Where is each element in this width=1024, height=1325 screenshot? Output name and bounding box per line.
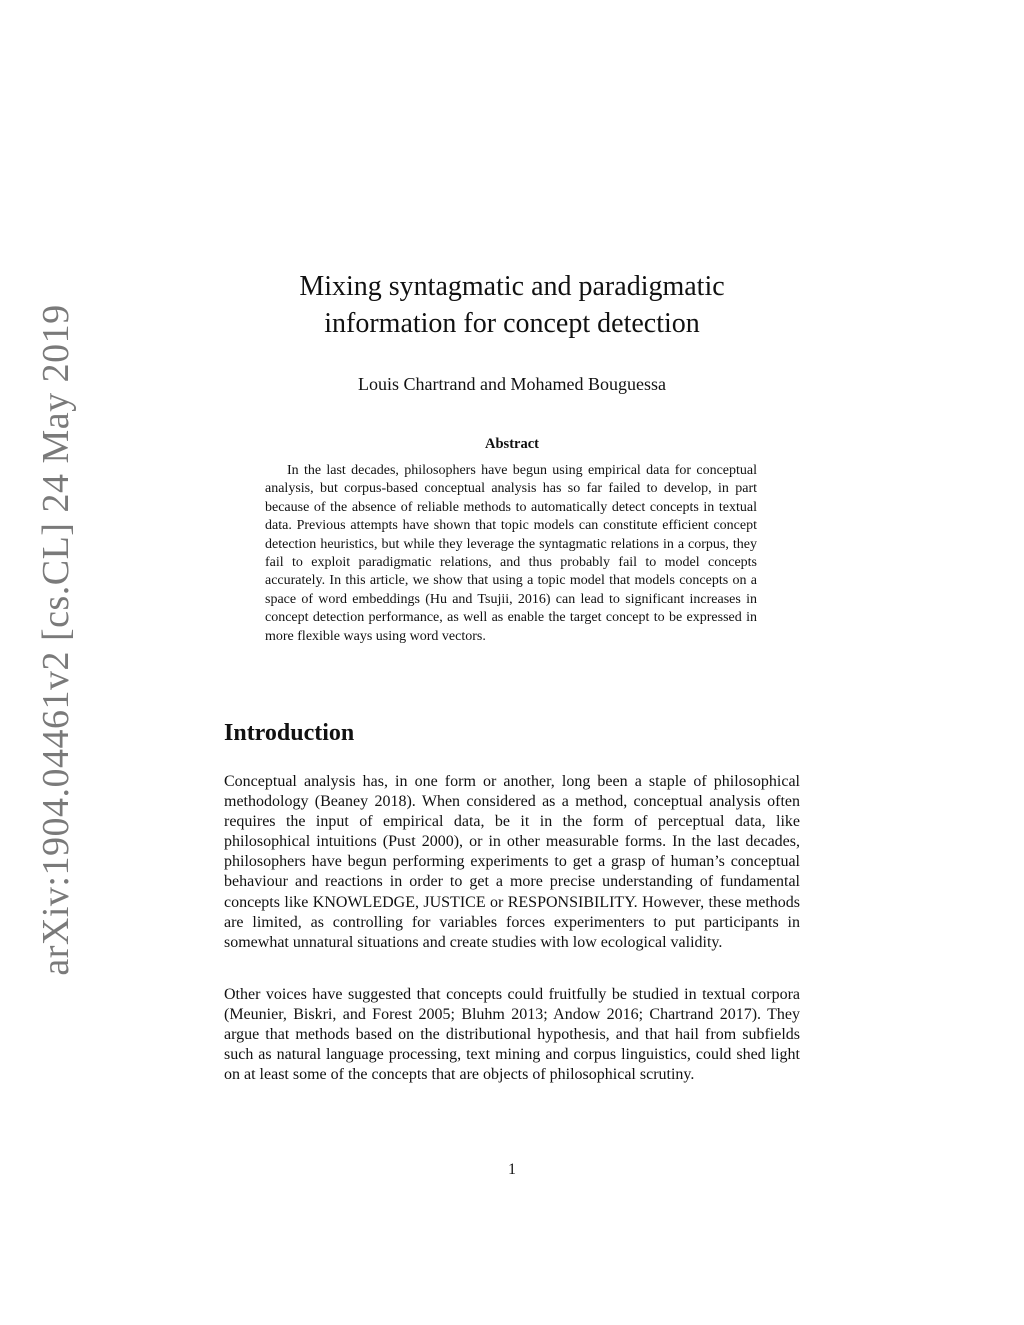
paper-title-line-2: information for concept detection: [324, 308, 700, 339]
paper-title: [212, 268, 812, 342]
paper-authors: Louis Chartrand and Mohamed Bouguessa: [358, 374, 666, 394]
abstract-body: In the last decades, philosophers have begun using empirical data for conceptual analysis, but corpus-based conceptual analysis has so far failed to develop, in part because of the absence of reliable methods to automatically detect concepts in textual data. Previous attempts have shown that topic models can constitute efficient concept detection heuristics, but while they leverage the syntagmatic relations in a corpus, they fail to exploit paradigmatic relations, and thus probably fail to model concepts accurately. In this article, we show that using a topic model that models concepts on a space of word embeddings (Hu and Tsujii, 2016) can lead to significant increases in concept detection performance, as well as enable the target concept to be expressed in more flexible ways using word vectors.: [265, 463, 757, 644]
section-heading-introduction: Introduction: [224, 720, 355, 746]
arxiv-identifier-stamp: arXiv:1904.04461v2 [cs.CL] 24 May 2019: [35, 304, 77, 976]
introduction-paragraph-1: Conceptual analysis has, in one form or another, long been a staple of philosophical methodology (Beaney 2018). When considered as a method, conceptual analysis often requires the input of empirical data, be it in the form of perceptual data, like philosophical intuitions (Pust 2000), or in other measurable forms. In the last decades, philosophers have begun performing experiments to get a grasp of human’s conceptual behaviour and reactions in order to get a more precise understanding of fundamental concepts like KNOWLEDGE, JUSTICE or RESPONSIBILITY. However, these methods are limited, as controlling for variables forces experimenters to put participants in somewhat unnatural situations and create studies with low ecological validity.: [224, 773, 800, 951]
abstract-heading: Abstract: [485, 436, 539, 452]
paper-title-line-1: Mixing syntagmatic and paradigmatic: [299, 271, 725, 302]
page-number: 1: [508, 1161, 516, 1178]
introduction-paragraph-2: Other voices have suggested that concepts could fruitfully be studied in textual corpora (Meunier, Biskri, and Forest 2005; Bluhm 2013; Andow 2016; Chartrand 2017). They argue that methods based on the distributional hypothesis, and that hail from subfields such as natural language processing, text mining and corpus linguistics, could shed light on at least some of the concepts that are objects of philosophical scrutiny.: [224, 986, 800, 1084]
